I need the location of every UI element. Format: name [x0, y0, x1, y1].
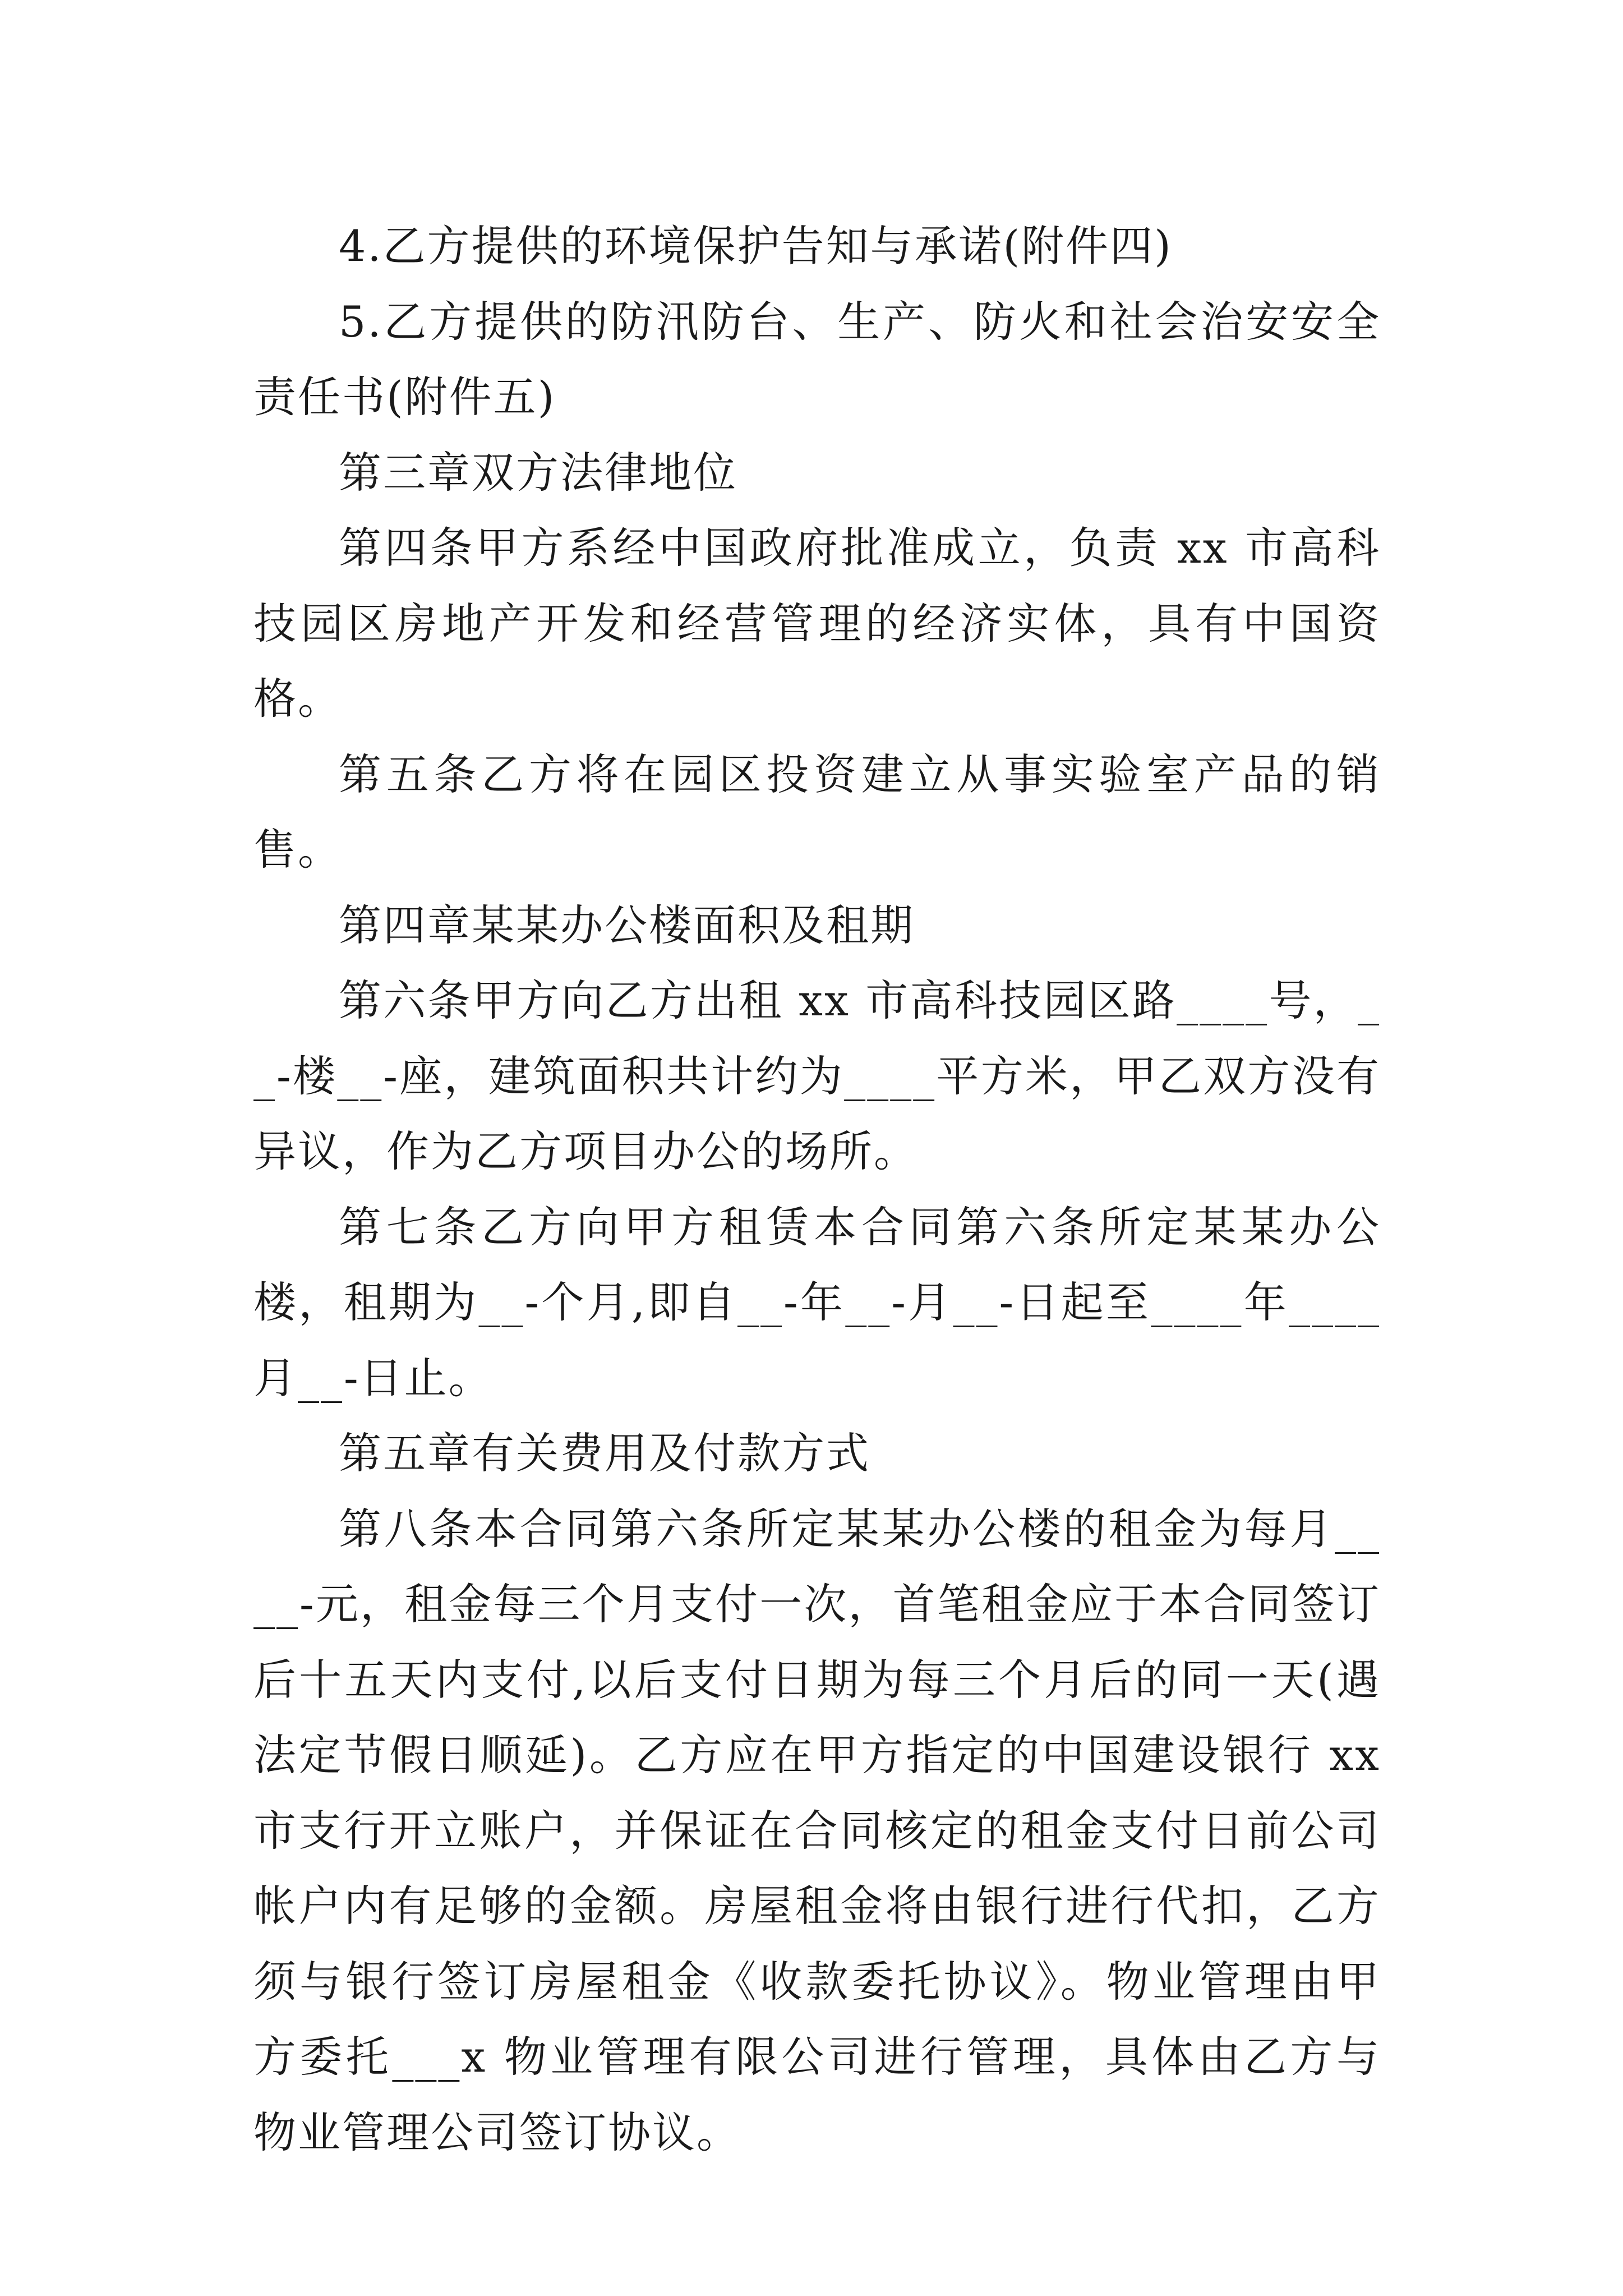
- chapter-3-heading: 第三章双方法律地位: [339, 447, 737, 498]
- article-4-paragraph: 第四条甲方系经中国政府批准成立，负责 xx 市高科技园区房地产开发和经营管理的经济实体，具有中国资格。: [253, 523, 1381, 724]
- chapter-5-heading: 第五章有关费用及付款方式: [339, 1428, 870, 1478]
- chapter-4-heading: 第四章某某办公楼面积及租期: [339, 900, 915, 950]
- document-body: [253, 209, 1381, 2170]
- paragraph-attachment-4: 4.乙方提供的环境保护告知与承诺(附件四): [339, 221, 1173, 271]
- article-8-paragraph: 第八条本合同第六条所定某某办公楼的租金为每月____-元，租金每三个月支付一次，首笔租金应于本合同签订后十五天内支付,以后支付日期为每三个月后的同一天(遇法定节假日顺延)。乙方应在甲方指定的中国建设银行 xx 市支行开立账户，并保证在合同核定的租金支付日前公司帐户内有足够的金额。房屋租金将由银行进行代扣，乙方须与银行签订房屋租金《收款委托协议》。物业管理由甲方委托___x 物业管理有限公司进行管理，具体由乙方与物业管理公司签订协议。: [253, 1503, 1381, 2157]
- paragraph-attachment-5: 5.乙方提供的防汛防台、生产、防火和社会治安安全责任书(附件五): [253, 296, 1381, 422]
- article-5-paragraph: 第五条乙方将在园区投资建立从事实验室产品的销售。: [253, 749, 1381, 875]
- article-6-paragraph: 第六条甲方向乙方出租 xx 市高科技园区路____号，__-楼__-座，建筑面积共计约为____平方米，甲乙双方没有异议，作为乙方项目办公的场所。: [253, 976, 1381, 1176]
- article-7-paragraph: 第七条乙方向甲方租赁本合同第六条所定某某办公楼，租期为__-个月,即自__-年__-月__-日起至____年____月__-日止。: [253, 1202, 1381, 1403]
